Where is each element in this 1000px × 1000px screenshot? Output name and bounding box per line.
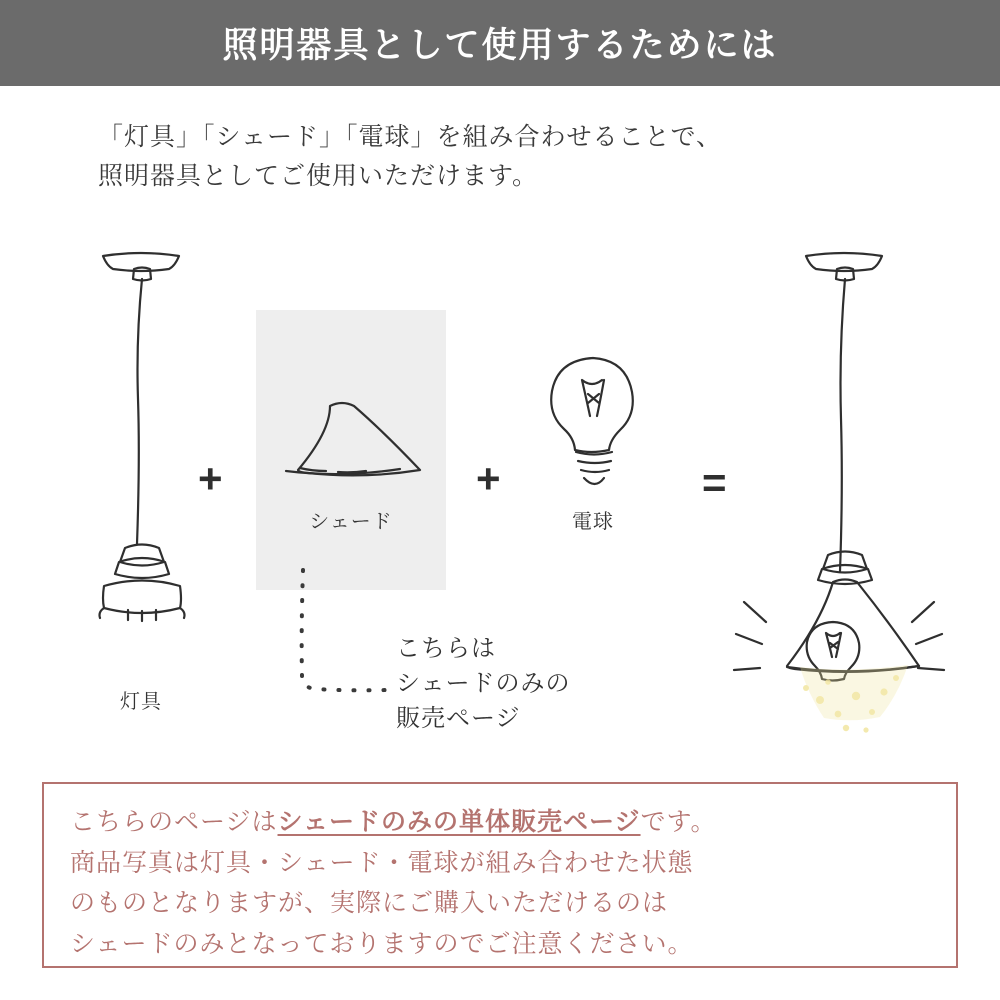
pendant-fixture-illustration — [100, 253, 185, 621]
operator-plus-1: + — [198, 455, 223, 502]
shade-only-annotation — [396, 632, 571, 736]
warning-line-1 — [70, 802, 930, 843]
shade-pointer-dotted — [302, 570, 386, 690]
assembly-diagram — [0, 230, 1000, 770]
warning-line-3: のものとなりますが、実際にご購入いただけるのは — [70, 889, 669, 917]
caption-fixture: 灯具 — [120, 691, 162, 713]
warning-line-4: シェードのみとなっておりますのでご注意ください。 — [70, 929, 694, 958]
light-bulb-illustration — [551, 358, 633, 484]
lamp-shade-illustration — [286, 403, 420, 475]
warning-line-2: 商品写真は灯具・シェード・電球が組み合わせた状態 — [70, 848, 694, 877]
annotation-line-2: シェードのみの — [396, 669, 571, 697]
caption-shade: シェード — [309, 511, 393, 533]
warning-line-1-post: です。 — [640, 808, 717, 836]
intro-line-2: 照明器具としてご使用いただけます。 — [98, 161, 539, 190]
assembled-pendant-light-illustration — [734, 253, 944, 681]
caption-bulb: 電球 — [572, 511, 614, 533]
operator-plus-2: + — [476, 455, 501, 502]
operator-equals: = — [702, 459, 727, 506]
annotation-line-3: 販売ページ — [396, 704, 521, 732]
intro-text — [98, 118, 958, 196]
page-title: 照明器具として使用するためには — [222, 26, 778, 65]
warning-box — [42, 782, 958, 968]
warning-line-1-emphasis: シェードのみの単体販売ページ — [277, 808, 641, 836]
warning-line-1-pre: こちらのページは — [70, 808, 278, 836]
intro-line-1: 「灯具」「シェード」「電球」を組み合わせることで、 — [98, 123, 723, 151]
page-header — [0, 0, 1000, 86]
annotation-line-1: こちらは — [396, 635, 496, 662]
lamp-glow — [800, 665, 908, 733]
